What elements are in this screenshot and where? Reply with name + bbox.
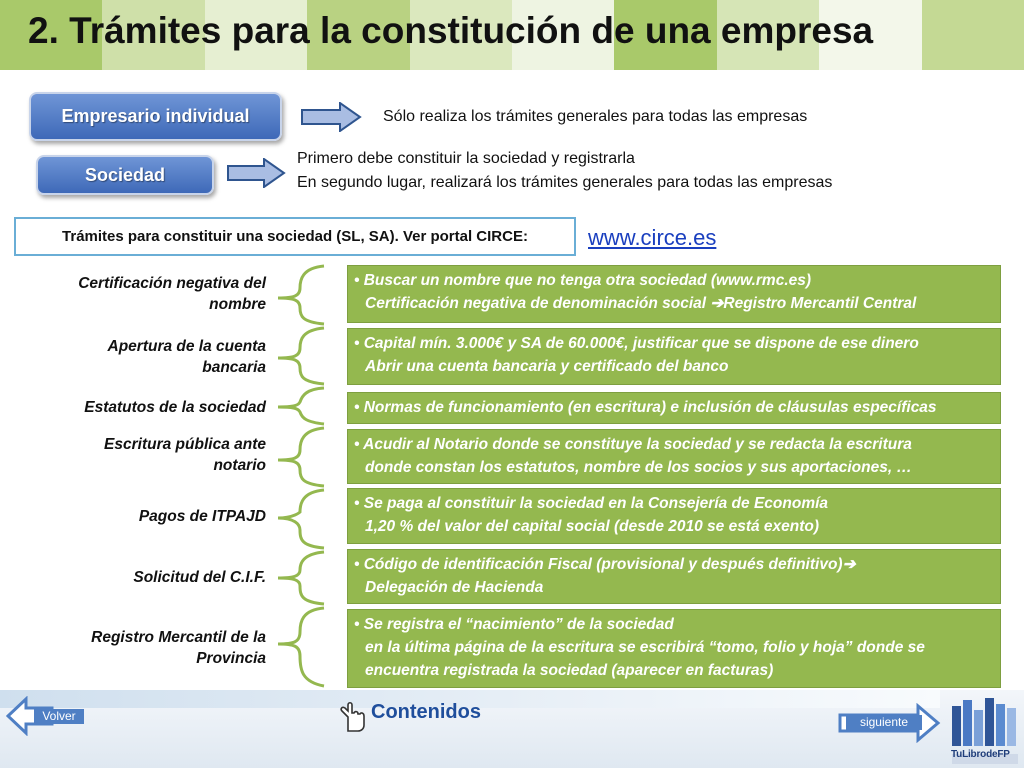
empresario-individual-pill: Empresario individual xyxy=(29,92,282,141)
step-label-pagos: Pagos de ITPAJD xyxy=(138,508,266,525)
sociedad-pill: Sociedad xyxy=(36,155,214,195)
step-label-registro: Registro Mercantil de la Provincia xyxy=(91,629,266,667)
detail-box-registro: • Se registra el “nacimiento” de la sociedad en la última página de la escritura se escribirá “tomo, folio y hoja” donde se encuentra registrada la sociedad (aparecer en facturas) xyxy=(347,609,1001,688)
empresario-text: Sólo realiza los trámites generales para todas las empresas xyxy=(383,108,808,125)
step-label-escritura: Escritura pública ante notario xyxy=(104,436,266,474)
detail-box-pagos: • Se paga al constituir la sociedad en la Consejería de Economía 1,20 % del valor del capital social (desde 2010 se está exento) xyxy=(347,488,1001,544)
curly-braces xyxy=(272,262,330,692)
detail-box-apertura: • Capital mín. 3.000€ y SA de 60.000€, justificar que se dispone de ese dinero Abrir una cuenta bancaria y certificado del banco xyxy=(347,328,1001,385)
sociedad-text-line2: En segundo lugar, realizará los trámites generales para todas las empresas xyxy=(297,174,833,191)
arrow-right-icon xyxy=(300,102,362,132)
hand-pointer-icon[interactable] xyxy=(338,701,366,733)
step-label-certificacion: Certificación negativa del nombre xyxy=(78,275,266,313)
header-band xyxy=(922,0,1024,70)
next-button[interactable]: siguiente xyxy=(846,715,922,730)
contents-link[interactable]: Contenidos xyxy=(371,701,481,723)
back-button[interactable]: Volver xyxy=(34,709,84,724)
logo-text: TuLibrodeFP xyxy=(951,749,1010,760)
circe-link[interactable]: www.circe.es xyxy=(588,225,717,250)
detail-box-escritura: • Acudir al Notario donde se constituye la sociedad y se redacta la escritura donde constan los estatutos, nombre de los socios y sus aportaciones, … xyxy=(347,429,1001,484)
step-label-estatutos: Estatutos de la sociedad xyxy=(84,399,266,416)
detail-box-cif: • Código de identificación Fiscal (provisional y después definitivo)➔ Delegación de Hacienda xyxy=(347,549,1001,604)
page-title: 2. Trámites para la constitución de una empresa xyxy=(28,10,874,51)
detail-box-estatutos: • Normas de funcionamiento (en escritura) e inclusión de cláusulas específicas xyxy=(347,392,1001,424)
step-label-cif: Solicitud del C.I.F. xyxy=(133,569,266,586)
sociedad-text-line1: Primero debe constituir la sociedad y registrarla xyxy=(297,150,635,167)
circe-box: Trámites para constituir una sociedad (SL, SA). Ver portal CIRCE: xyxy=(14,217,576,256)
detail-box-certificacion: • Buscar un nombre que no tenga otra sociedad (www.rmc.es) Certificación negativa de denominación social ➔Registro Mercantil Central xyxy=(347,265,1001,323)
step-label-apertura: Apertura de la cuenta bancaria xyxy=(107,338,266,376)
arrow-right-icon xyxy=(226,158,286,188)
